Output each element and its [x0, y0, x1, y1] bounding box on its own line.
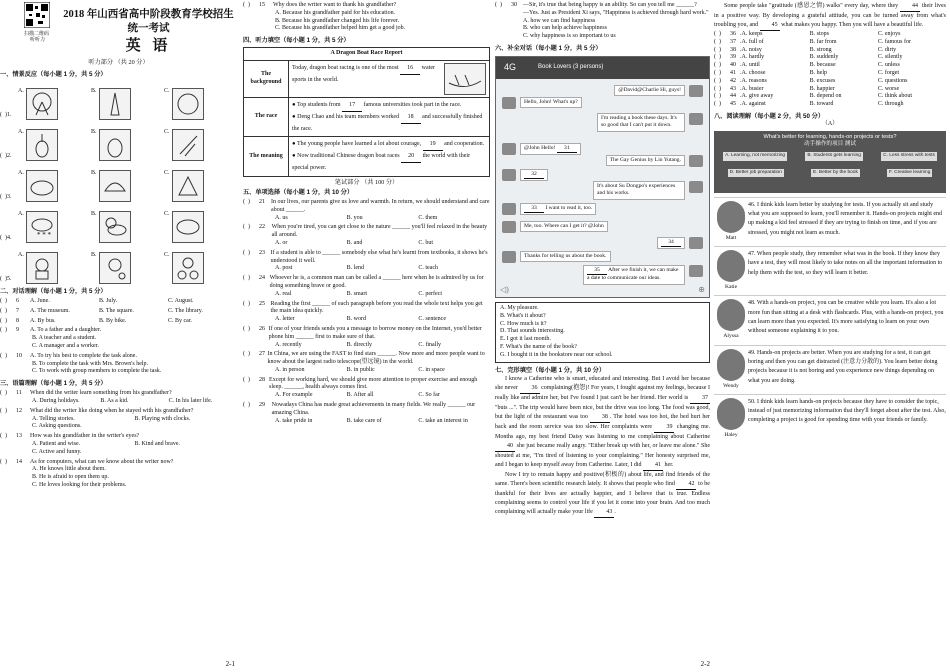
blank-42[interactable]: 42: [676, 480, 696, 490]
signal-indicator: 4G: [504, 62, 517, 73]
chat-message: @John Hello! 31: [520, 143, 581, 155]
blank-34[interactable]: 34: [661, 239, 681, 247]
header: [0, 2, 237, 57]
mcq-question: ( ) 27 In China, we are using the FAST to find stars ______. Now more and more people want to know about the largest radio telescope(望远镜) in the world.: [243, 351, 485, 366]
chat-screenshot: [495, 56, 710, 298]
dragon-boat-photo: [444, 63, 486, 95]
dialogue-option: B. What's it about?: [500, 312, 546, 319]
q15-option-c: C. Because his grandfather helped him get a good job.: [275, 25, 406, 32]
blank-37[interactable]: 37: [690, 394, 710, 404]
mcq-question: ( ) 22 When you're tired, you can get close to the nature ______ you'll feel relaxed in the beauty all around.: [243, 224, 488, 239]
avatar: [502, 169, 516, 181]
q10-option-c: C. To work with group members to complete the task.: [32, 368, 162, 375]
tower-icon: [99, 88, 131, 120]
chat-message: Thanks for telling us about the book.: [520, 251, 611, 262]
table-title: A Dragon Boat Race Report: [244, 48, 490, 61]
column-4: [714, 0, 946, 672]
banner-item: E. Better by the book: [811, 169, 860, 177]
mcq-question: ( ) 29 Nowadays China has made great achievements in many fields. We really ______ our amazing China.: [243, 402, 476, 416]
q10: ( ) 10 A. To try his best to complete the task alone.: [0, 352, 137, 359]
q9-option-b: B. A teacher and a student.: [32, 335, 97, 342]
mcq-options: A. recently B. directly C. finally: [275, 341, 442, 348]
pig-reading-icon: [26, 252, 58, 284]
chat-message: Hello, John! What's up?: [520, 97, 582, 108]
cloze-option-row: ( ) 41 . A. choose B. help C. forget: [714, 69, 900, 76]
mcq-options: A. letter B. word C. sentence: [275, 316, 446, 323]
written-part-title: 笔试部分 （共 100 分）: [334, 178, 399, 186]
q6: ( ) 6 A. June. B. July. C. August.: [0, 297, 194, 304]
cloze-option-row: ( ) 43 . A. busier B. happier C. worse: [714, 85, 900, 92]
row-label-meaning: The meaning: [244, 137, 289, 176]
avatar: [689, 181, 703, 193]
mcq-question: ( ) 26 If one of your friends sends you a message to borrow money on the Internet, you'd better phone him ______ first to make sure of that.: [243, 325, 482, 340]
chat-message: I'm reading a book these days. It's so good that I can't put it down.: [597, 113, 685, 132]
cloze-option-row: ( ) 40 . A. until B. because C. unless: [714, 62, 900, 69]
dialogue-option: F. What's the name of the book?: [500, 344, 577, 351]
section-6-heading: 六、补全对话（每小题 1 分，共 5 分）: [495, 44, 602, 52]
blank-20[interactable]: 20: [401, 151, 421, 163]
opinion-item: [714, 345, 946, 390]
voice-icon[interactable]: ◁): [500, 284, 509, 294]
portrait-photo: [717, 398, 745, 430]
avatar: [689, 155, 703, 167]
pig-cycling-icon: [172, 252, 204, 284]
blank-17[interactable]: 17: [342, 100, 362, 112]
avatar: [689, 237, 703, 249]
avatar: [689, 265, 703, 277]
subject-title: 英 语: [125, 38, 172, 55]
blank-36[interactable]: 36: [520, 384, 540, 394]
q10-option-b: B. To complete the task with Mrs. Brown's help.: [32, 360, 149, 367]
opinion-text: 46. I think kids learn better by studying for tests. If you actually sit and study what you are supposed to learn, you'll remember it. Hands-on projects might end up making a kid feel stressed if they are trying to finish on time, and if you are stressed, you might not learn as much.: [748, 201, 943, 236]
q13-options: A. Patient and wise. B. Kind and brave.: [32, 440, 180, 447]
mcq-question: ( ) 24 Whoever he is, a common man can be called a ______ here when he is admired by us for doing something brave or good.: [243, 275, 484, 289]
svg-text:* * *: * * *: [36, 230, 51, 239]
qr-caption-2: 听听力: [30, 38, 46, 44]
blank-31[interactable]: 31: [557, 145, 577, 153]
opinion-item: [714, 197, 946, 242]
passage-a-label: （A）: [821, 121, 839, 128]
blank-35[interactable]: 35: [587, 267, 607, 275]
portrait-photo: [717, 349, 745, 381]
opinion-list: [714, 197, 946, 439]
chat-topbar: [496, 57, 709, 79]
person-name: Wendy: [723, 382, 739, 389]
avatar: [502, 221, 516, 233]
mcq-options: A. real B. smart C. perfect: [275, 290, 442, 297]
chat-message: The Gay Genius by Lin Yutang.: [606, 155, 685, 166]
blank-39[interactable]: 39: [654, 423, 674, 433]
banner-question: What's better for learning, hands-on projects or tests?: [763, 133, 897, 140]
cloze-paragraph-2: Now I try to remain happy and positive(积极的) about life, and find friends of the same. There's been scientific research lately. It shows that people who find 42 to be thankful for their lives are actually happier, and I believe that is true. Endless complaining seems to control your life if you let it come into your brain. And too much complaining will actually make your life 43 .: [495, 471, 710, 518]
banner-note: 动手操作的项目 测试: [804, 141, 856, 148]
mcq-options: A. us B. you C. them: [275, 214, 438, 221]
opinion-item: [714, 295, 946, 340]
pig-playing-icon: [99, 252, 131, 284]
q9-option-c: C. A manager and a worker.: [32, 342, 99, 349]
snow-cloud-icon: [26, 211, 58, 243]
blank-41[interactable]: 41: [643, 461, 663, 471]
dialogue-option: A. My pleasure.: [500, 305, 539, 312]
page-number-right: 2-2: [700, 659, 710, 668]
dialogue-option: G. I bought it in the bookstore near our school.: [500, 351, 613, 358]
portrait-photo: [717, 299, 745, 331]
chat-message: Me, too. Where can I get it? @John: [520, 221, 608, 232]
person-name: Alyssa: [723, 333, 739, 340]
q14-option-b: B. He is afraid to open them up.: [32, 474, 109, 481]
cloze-option-row: ( ) 39 . A. hardly B. suddenly C. silently: [714, 54, 903, 61]
q4-row: ( )4. A. * * * B. C.: [0, 205, 237, 243]
zongzi-icon: [172, 170, 204, 202]
section-1-heading: 一、情景反应（每小题 1 分，共 5 分）: [0, 70, 107, 78]
mcq-options: A. in person B. in public C. in space: [275, 366, 445, 373]
exam-title: 2018 年山西省高中阶段教育学校招生统一考试: [63, 9, 234, 34]
opinion-text: 49. Hands-on projects are better. When you are studying for a test, it can get boring and then you can get distracted (注意力分散的). You learn better doing projects because it is not boring and you experience new things depending on what you are doing.: [748, 349, 938, 384]
avatar: [689, 113, 703, 125]
group-name: Book Lovers (3 persons): [538, 64, 604, 71]
opinion-item: [714, 246, 946, 291]
pipa-icon: [26, 129, 58, 161]
q1-row: ( )1. A. B. C.: [0, 82, 237, 120]
cloze-option-row: ( ) 45 . A. against B. toward C. through: [714, 101, 904, 108]
q12-options: A. Telling stories. B. Playing with clocks.: [32, 415, 191, 422]
mcq-options: A. or B. and C. but: [275, 239, 434, 246]
mcq-options: A. post B. lend C. teach: [275, 265, 439, 272]
cloze-paragraph-3: Some people take "gratitude (感恩之情) walks" every day, where they 44 their lives in a positive way. By developing a grateful attitude, you can be turned away from what's troubling you, and 45 what makes you happy. Then you will have a beautiful life.: [714, 2, 946, 31]
chat-message: 35 After we finish it, we can make a date to communicate our ideas.: [583, 265, 685, 285]
blank-16[interactable]: 16: [400, 63, 420, 75]
qr-block: [24, 2, 60, 45]
mcq-question: ( ) 23 If a student is able to ______ somebody else what he's learnt from textbooks, it shows he's understood it well.: [243, 249, 488, 264]
dialogue-option: C. How much is it?: [500, 320, 547, 327]
q13: ( ) 13 How was his grandfather in the writer's eyes?: [0, 433, 140, 440]
mcq-options: A. take pride in B. take care of C. take an interest in: [275, 417, 468, 424]
cloze-option-row: ( ) 44 . A. give away B. depend on C. think about: [714, 93, 913, 100]
q13-option-c: C. Active and funny.: [32, 448, 82, 455]
q15-option-a: A. Because his grandfather paid for his education.: [275, 9, 396, 16]
banner-item: B. Students gets learning: [805, 152, 863, 160]
blank-45[interactable]: 45: [760, 21, 780, 31]
section-2-heading: 二、对话理解（每小题 1 分，共 5 分）: [0, 287, 107, 295]
portrait-photo: [717, 250, 745, 282]
violin-icon: [99, 129, 131, 161]
q15: ( ) 15 Why does the writer want to thank his grandfather?: [243, 2, 397, 8]
mcq-options: A. For example B. After all C. So far: [275, 392, 440, 399]
banner-item: C. Less stress with tests: [881, 152, 937, 160]
opinion-text: 47. When people study, they remember what was in the book. If they know they have a test, they will most likely to take notes on all the important information to help them with the test, so they will learn it better.: [748, 251, 943, 276]
mcq-question: ( ) 28 Except for working hard, we should give more attention to proper exercise and enough sleep. ______, health always comes first.: [243, 376, 478, 391]
cloze-option-row: ( ) 36 . A. keeps B. stops C. enjoys: [714, 31, 901, 37]
page-number-left: 2-1: [225, 659, 235, 668]
chat-message: It's about Su Dongpo's experiences and his works.: [593, 181, 685, 200]
avatar: [689, 85, 703, 97]
cloud-icon: [172, 211, 204, 243]
chat-message: [657, 237, 685, 249]
blank-33[interactable]: 33: [524, 205, 544, 213]
blank-19[interactable]: 19: [423, 139, 443, 151]
blank-32[interactable]: 32: [524, 171, 544, 179]
q14-option-a: A. He knows little about them.: [32, 466, 106, 473]
q14: ( ) 14 As for computers, what can we know about the writer now?: [0, 458, 174, 465]
q30: ( ) 30 —Sir, it's true that being happy is an ability. So can you tell me ______?: [495, 2, 697, 8]
person-name: Haley: [724, 431, 738, 438]
add-icon[interactable]: ⊕: [698, 284, 705, 294]
q12-option-c: C. Asking questions.: [32, 423, 82, 430]
q11: ( ) 11 When did the writer learn something from his grandfather?: [0, 390, 172, 397]
section-8-heading: 八、阅读理解（每小题 2 分，共 50 分）: [714, 112, 825, 120]
person-name: Katie: [724, 284, 738, 291]
q2-row: ( )2. A. B. C.: [0, 123, 237, 161]
qr-caption-1: 扫描二维码: [24, 31, 50, 37]
avatar: [502, 251, 516, 263]
cloze-option-row: ( ) 37 . A. full of B. far from C. famous for: [714, 38, 912, 45]
mcq-question: ( ) 21 In our lives, our parents give us love and warmth. In return, we should understand and care about ______.: [243, 198, 490, 213]
dumplings-plate-icon: [26, 170, 58, 202]
mcq-question: ( ) 25 Reading the first ______ of each paragraph before you read the whole text helps you get the main idea quickly.: [243, 300, 483, 315]
section-3-heading: 三、语篇理解（每小题 1 分，共 5 分）: [0, 380, 107, 388]
blank-43[interactable]: 43: [594, 508, 614, 518]
ferris-wheel-icon: [26, 88, 58, 120]
blank-38[interactable]: 38: [590, 413, 610, 423]
opinion-text: 48. With a hands-on project, you can be creative while you learn. It's also a lot more fun than sitting at a desk with flashcards. Plus, with a hands-on project, you can learn more than you expected. It's more satisfying to learn on your own without someone explaining it to you.: [748, 300, 944, 335]
section-5-heading: 五、单项选择（每小题 1 分，共 10 分）: [243, 188, 354, 196]
chat-message: [520, 169, 548, 181]
q15-option-b: B. Because his grandfather changed his life forever.: [275, 17, 400, 24]
dragon-boat-table: A Dragon Boat Race Report The background Today, dragon boat racing is one of the most 16 water sports in the world. The race ● Top students from 17 famous universities took part in the race. ● Deng Chao and his team members worked 18 and successfully finished the race. The meaning ● The young people have learned a lot about courage, 19 and cooperation. ● Now traditional Chinese dragon boat races 20 the world with their special power.: [243, 47, 490, 177]
portrait-photo: [717, 201, 745, 233]
column-2: [243, 0, 490, 672]
banner-item: D. Better job preparation: [728, 169, 784, 177]
dialogue-options-box: [495, 302, 710, 363]
logo-icon: [172, 88, 204, 120]
qr-code-icon: [24, 2, 50, 28]
q30-option-b: B. who can help achieve happiness: [523, 25, 607, 32]
banner-item: A. Learning, not memorizing: [723, 152, 787, 160]
debate-banner: [714, 131, 946, 193]
chat-message: @David@Charlie Hi, guys!: [614, 85, 685, 96]
mcq-list: [243, 199, 490, 426]
q8: ( ) 8 A. By bus. B. By bike. C. By car.: [0, 317, 192, 324]
q7: ( ) 7 A. The museum. B. The square. C. The library.: [0, 307, 203, 314]
cloze-option-row: ( ) 38 . A. noisy B. strong C. dirty: [714, 46, 897, 53]
listening-part-title: 听力部分 （共 20 分）: [88, 58, 149, 66]
section-4-heading: 四、听力填空（每小题 1 分，共 5 分）: [243, 37, 350, 45]
q11-options: A. During holidays. B. As a kid. C. In his later life.: [32, 398, 213, 404]
cloze-option-row: ( ) 42 . A. reasons B. excuses C. questions: [714, 77, 908, 84]
dumpling-icon: [99, 170, 131, 202]
erhu-icon: [172, 129, 204, 161]
row-label-race: The race: [244, 98, 289, 137]
opinion-item: [714, 394, 946, 439]
q5-row: ( )5. A. B. C.: [0, 246, 237, 284]
person-name: Matt: [725, 234, 737, 241]
cloze-paragraph-1: I know a Catherine who is smart, educated and interesting. But I avoid her because she never 36 complaining(抱怨)! For years, I fought against my feelings, because I really like and admire her, but I've found I just can't be her friend. Her world is 37 "buts ...". The trip would have been nice, but the drive was too long. The food was good, but the light of the restaurant was too 38 . The hotel was too hot, the bed hurt her back and the room service was too slow. Her complaints were 39 changing me. Months ago, my best friend Daisy was listening to me complaining about Catherine 40 she just became really angry. "Either break up with her, or leave me alone." She shouted at me, "I'm tired of listening to your complaining." Her honesty surprised me, and I began to keep myself away from Catherine. Later, I did 41 her.: [495, 375, 710, 471]
avatar: [502, 143, 516, 155]
column-3: [495, 0, 710, 672]
q9: ( ) 9 A. To a father and a daughter.: [0, 327, 102, 334]
chat-message: 33 I want to read it, too.: [520, 203, 596, 215]
sun-cloud-icon: [99, 211, 131, 243]
q30-option-a: A. how we can find happiness: [523, 17, 596, 24]
column-1: [0, 0, 237, 672]
avatar: [502, 203, 516, 215]
blank-44[interactable]: 44: [900, 2, 920, 12]
q14-option-c: C. He loves looking for their problems.: [32, 481, 127, 488]
row-label-background: The background: [244, 61, 289, 98]
q12: ( ) 12 What did the writer like doing when he stayed with his grandfather?: [0, 407, 194, 414]
q30-reply: —Yes. Just as President Xi says, "Happiness is achieved through hard work.": [523, 9, 709, 16]
avatar: [502, 97, 516, 109]
section-7-heading: 七、完形填空（每小题 1 分，共 10 分）: [495, 366, 606, 374]
banner-item: F. Creative learning: [887, 169, 932, 177]
cloze-options: [714, 31, 946, 109]
opinion-text: 50. I think kids learn hands-on projects because they have to consider the topic, instead of just memorizing information that they'll forget about after the test. Also, completing a project is good for spending time with your friends or family.: [748, 398, 946, 424]
blank-40[interactable]: 40: [495, 442, 515, 452]
blank-18[interactable]: 18: [401, 112, 421, 124]
dialogue-option: D. That sounds interesting.: [500, 328, 565, 335]
q3-row: ( )3. A. B. C.: [0, 164, 237, 202]
dialogue-option: E. I got it last month.: [500, 336, 551, 343]
q30-option-c: C. why happiness is so important to us: [523, 33, 616, 40]
